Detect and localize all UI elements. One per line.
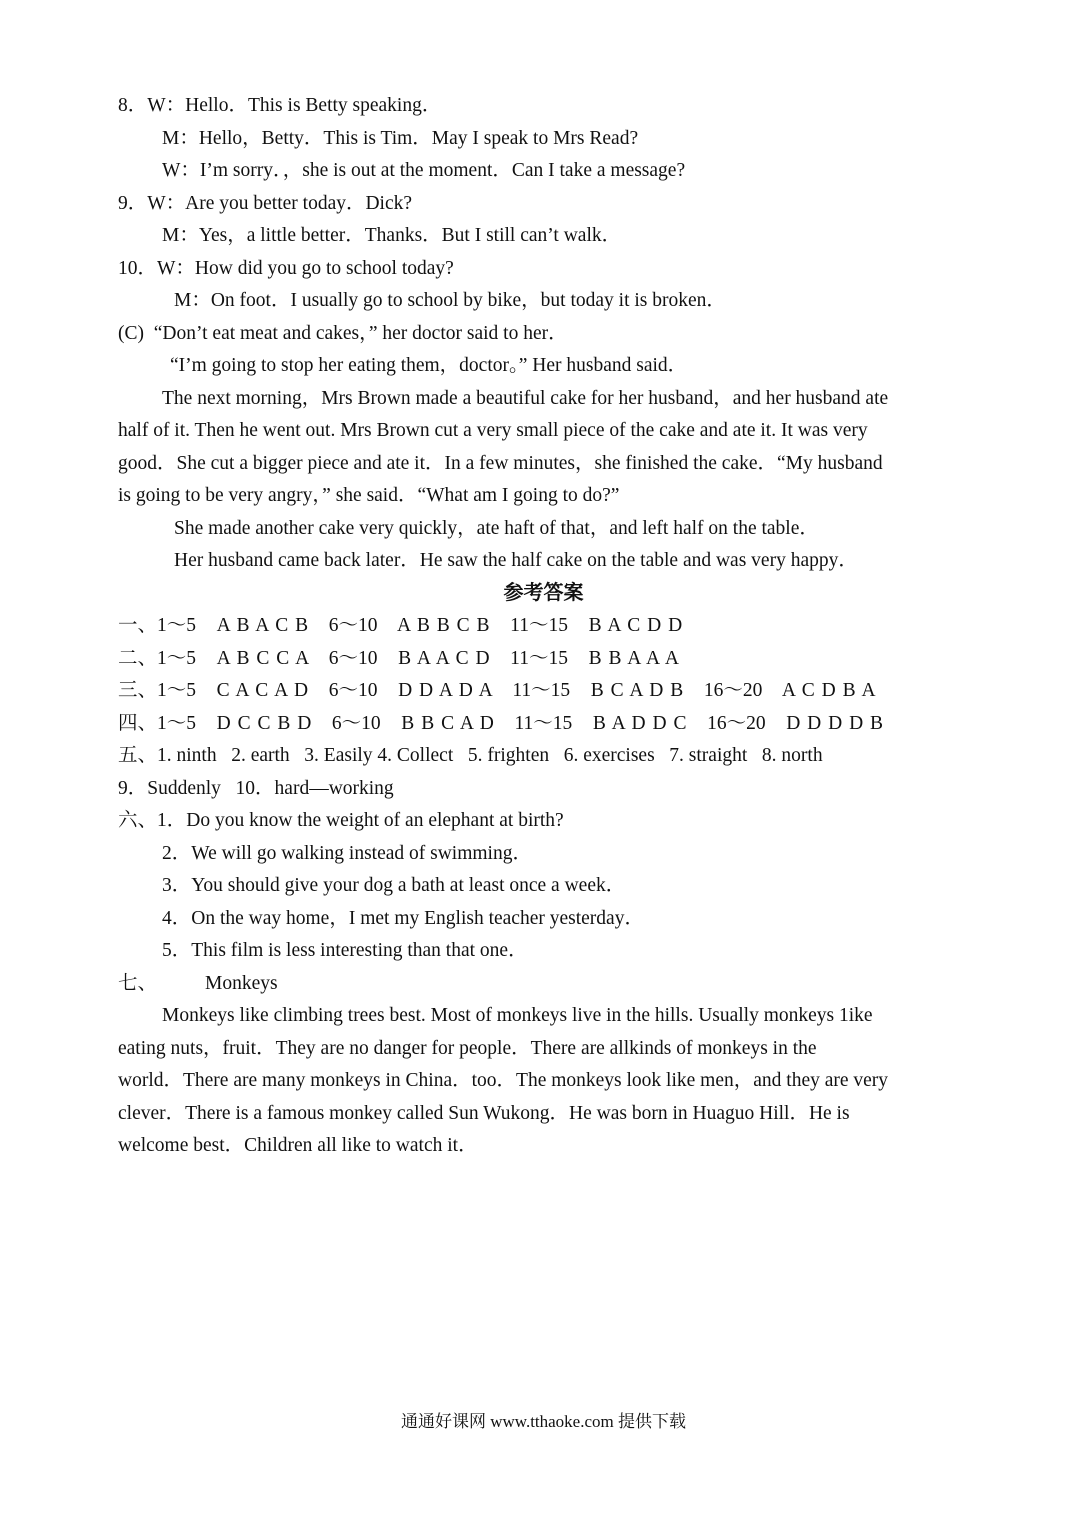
- answer-section-4: 四、1～5 D C C B D 6～10 B B C A D 11～15 B A D D C 16～20 D D D D B: [118, 713, 884, 734]
- dialogue-8-man: M：Hello，Betty．This is Tim．May I speak to Mrs Read?: [162, 128, 639, 149]
- essay-line: eating nuts，fruit．They are no danger for people．There are allkinds of monkeys in the: [118, 1038, 817, 1059]
- answer-section-7-label: 七、: [118, 973, 158, 994]
- answers-heading: 参考答案: [503, 582, 584, 604]
- essay-line: clever．There is a famous monkey called Sun Wukong．He was born in Huaguo Hill．He is: [118, 1103, 850, 1124]
- dialogue-8-woman: 8．W：Hello．This is Betty speaking．: [118, 95, 442, 116]
- answer-6-item: 2．We will go walking instead of swimming．: [162, 843, 532, 864]
- story-line-2: “I’m going to stop her eating them，doctor。” Her husband said．: [170, 355, 688, 376]
- answer-section-3: 三、1～5 C A C A D 6～10 D D A D A 11～15 B C A D B 16～20 A C D B A: [118, 680, 876, 701]
- story-paragraph-line: She made another cake very quickly，ate haft of that，and left half on the table．: [174, 518, 819, 539]
- story-line-1: (C) “Don’t eat meat and cakes，” her doctor said to her．: [118, 323, 568, 344]
- page-footer: 通通好课网 www.tthaoke.com 提供下载: [400, 1412, 687, 1431]
- essay-line: Monkeys like climbing trees best. Most of monkeys live in the hills. Usually monkeys 1ike: [162, 1005, 873, 1026]
- answer-section-5-continued: 9．Suddenly 10．hard—working: [118, 778, 394, 799]
- answer-section-1: 一、1～5 A B A C B 6～10 A B B C B 11～15 B A C D D: [118, 615, 683, 636]
- story-paragraph-line: half of it. Then he went out. Mrs Brown cut a very small piece of the cake and ate it. It was very: [118, 420, 868, 441]
- dialogue-9-man: M：Yes，a little better．Thanks．But I still can’t walk．: [162, 225, 622, 246]
- answer-section-5: 五、1. ninth 2. earth 3. Easily 4. Collect 5. frighten 6. exercises 7. straight 8. north: [118, 745, 823, 766]
- story-paragraph-line: good．She cut a bigger piece and ate it．In a few minutes，she finished the cake．“My husband: [118, 453, 883, 474]
- dialogue-8-woman-reply: W：I’m sorry．，she is out at the moment．Can I take a message?: [162, 160, 686, 181]
- essay-line: world．There are many monkeys in China．too．The monkeys look like men，and they are very: [118, 1070, 889, 1091]
- answer-section-6: 六、1．Do you know the weight of an elephant at birth?: [118, 810, 564, 831]
- dialogue-10-woman: 10．W：How did you go to school today?: [118, 258, 454, 279]
- story-paragraph-line: Her husband came back later．He saw the half cake on the table and was very happy．: [174, 550, 858, 571]
- answer-6-item: 5．This film is less interesting than that one．: [162, 940, 528, 961]
- story-paragraph-line: is going to be very angry，” she said．“What am I going to do?”: [118, 485, 620, 506]
- answer-section-2: 二、1～5 A B C C A 6～10 B A A C D 11～15 B B A A A: [118, 648, 679, 669]
- dialogue-10-man: M：On foot．I usually go to school by bike，but today it is broken．: [174, 290, 726, 311]
- answer-6-item: 4．On the way home，I met my English teacher yesterday．: [162, 908, 644, 929]
- story-paragraph-line: The next morning，Mrs Brown made a beautiful cake for her husband，and her husband ate: [162, 388, 889, 409]
- dialogue-9-woman: 9．W：Are you better today．Dick?: [118, 193, 413, 214]
- answer-6-item: 3．You should give your dog a bath at least once a week．: [162, 875, 626, 896]
- essay-line: welcome best．Children all like to watch it．: [118, 1135, 478, 1156]
- essay-title: Monkeys: [205, 973, 278, 994]
